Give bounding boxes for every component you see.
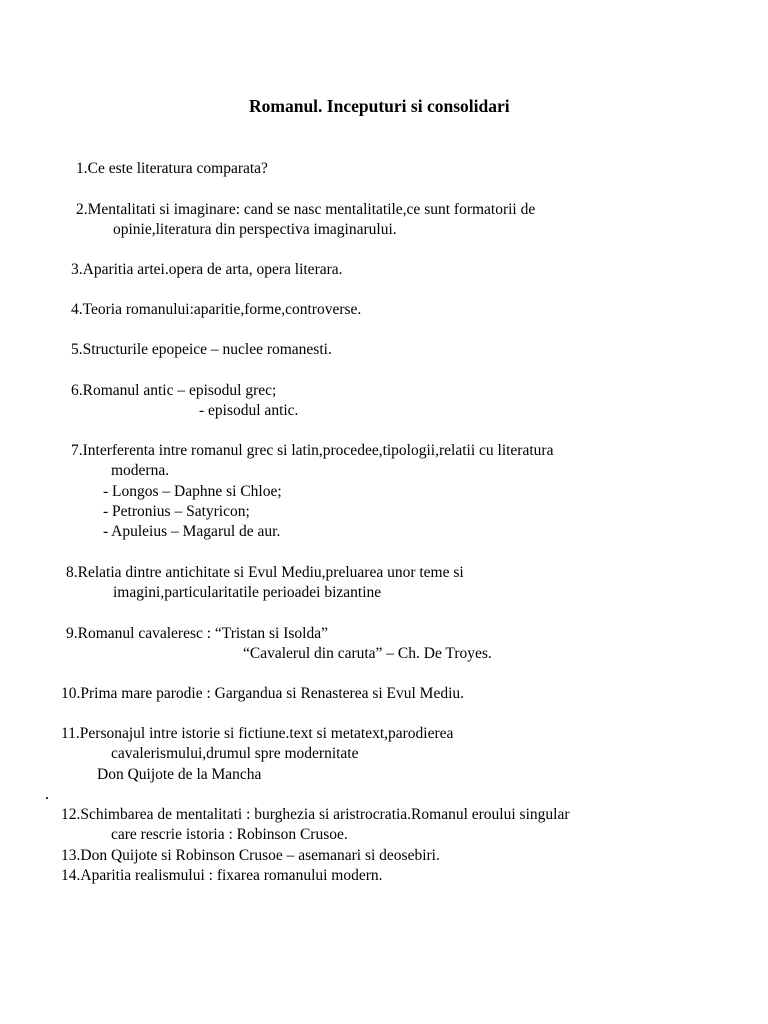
list-item-continuation: cavalerismului,drumul spre modernitate xyxy=(111,745,359,762)
list-item: 12.Schimbarea de mentalitati : burghezia si aristrocratia.Romanul eroului singular xyxy=(61,806,570,823)
page-title: Romanul. Inceputuri si consolidari xyxy=(249,96,510,116)
list-item: 9.Romanul cavaleresc : “Tristan si Isolda” xyxy=(66,625,329,642)
list-item: 10.Prima mare parodie : Gargandua si Renasterea si Evul Mediu. xyxy=(61,685,465,702)
stray-dot xyxy=(46,797,48,799)
list-item: 8.Relatia dintre antichitate si Evul Mediu,preluarea unor teme si xyxy=(66,564,464,581)
list-item-continuation: imagini,particularitatile perioadei bizantine xyxy=(113,584,382,601)
list-item-continuation: - episodul antic. xyxy=(199,402,299,419)
list-item: 6.Romanul antic – episodul grec; xyxy=(71,382,277,399)
list-item-continuation: care rescrie istoria : Robinson Crusoe. xyxy=(111,826,348,843)
list-item: 7.Interferenta intre romanul grec si latin,procedee,tipologii,relatii cu literatura xyxy=(71,442,554,459)
list-item: 3.Aparitia artei.opera de arta, opera literara. xyxy=(71,261,343,278)
sub-item: - Longos – Daphne si Chloe; xyxy=(103,483,282,500)
list-item-continuation: Don Quijote de la Mancha xyxy=(97,766,262,783)
list-item: 2.Mentalitati si imaginare: cand se nasc mentalitatile,ce sunt formatorii de xyxy=(76,201,536,218)
list-item-continuation: moderna. xyxy=(111,462,170,479)
list-item: 14.Aparitia realismului : fixarea romanului modern. xyxy=(61,867,383,884)
sub-item: - Apuleius – Magarul de aur. xyxy=(103,523,281,540)
list-item: 13.Don Quijote si Robinson Crusoe – asemanari si deosebiri. xyxy=(61,847,440,864)
list-item: 1.Ce este literatura comparata? xyxy=(76,160,268,177)
sub-item: - Petronius – Satyricon; xyxy=(103,503,250,520)
list-item-continuation: “Cavalerul din caruta” – Ch. De Troyes. xyxy=(243,645,492,662)
list-item: 11.Personajul intre istorie si fictiune.text si metatext,parodierea xyxy=(61,725,454,742)
list-item-continuation: opinie,literatura din perspectiva imaginarului. xyxy=(113,221,397,238)
list-item: 5.Structurile epopeice – nuclee romanesti. xyxy=(71,341,332,358)
list-item: 4.Teoria romanului:aparitie,forme,controverse. xyxy=(71,301,362,318)
